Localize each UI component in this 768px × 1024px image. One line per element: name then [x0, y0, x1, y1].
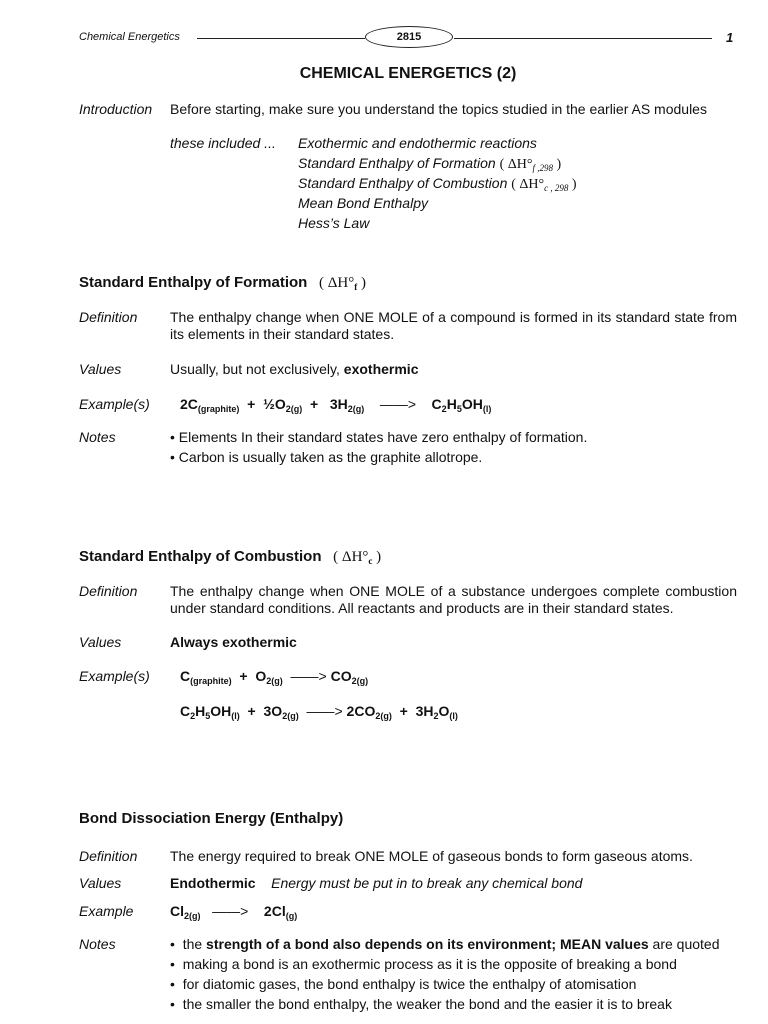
- combustion-heading: Standard Enthalpy of Combustion ( $\Delta H^\circ_c$ ): [79, 548, 382, 566]
- topic-item: Exothermic and endothermic reactions: [298, 135, 537, 151]
- bond-values: Endothermic Energy must be put in to break any chemical bond: [170, 875, 583, 891]
- bond-definition: The energy required to break ONE MOLE of gaseous bonds to form gaseous atoms.: [170, 848, 693, 864]
- page-number: 1: [726, 30, 734, 45]
- header-code: 2815: [396, 31, 422, 43]
- formation-definition-label: Definition: [79, 309, 138, 325]
- bond-equation: $Cl_{2(g)}$ ——> $2Cl_{(g)}$: [170, 903, 298, 921]
- list-item: • for diatomic gases, the bond enthalpy is twice the enthalpy of atomisation: [170, 976, 637, 992]
- bond-notes-label: Notes: [79, 936, 116, 952]
- intro-label: Introduction: [79, 101, 153, 117]
- combustion-equation-2: $C_2H_5OH_{(l)} + 3O_{2(g)}$ ——> $2CO_{2(g)} + 3H_2O_{(l)}$: [180, 703, 458, 721]
- formation-examples-label: Example(s): [79, 396, 150, 412]
- page-title: CHEMICAL ENERGETICS (2): [299, 65, 517, 82]
- header-rule-left: [197, 38, 365, 39]
- topic-item: Mean Bond Enthalpy: [298, 195, 428, 211]
- combustion-definition: The enthalpy change when ONE MOLE of a substance undergoes complete combustion under standard conditions. All reactants and products are in their standard states.: [170, 583, 737, 616]
- intro-text: Before starting, make sure you understand the topics studied in the earlier AS modules: [170, 101, 707, 117]
- formation-definition: The enthalpy change when ONE MOLE of a compound is formed in its standard state from its elements in their standard states.: [170, 309, 737, 342]
- included-label: these included ...: [170, 135, 276, 151]
- header-rule-right: [454, 38, 712, 39]
- topic-item: Standard Enthalpy of Combustion ( $\Delta H^\circ_{c , 298}$ ): [298, 175, 577, 193]
- list-item: • the strength of a bond also depends on its environment; MEAN values are quoted: [170, 936, 720, 952]
- combustion-values-label: Values: [79, 634, 122, 650]
- formation-notes-label: Notes: [79, 429, 116, 445]
- formation-values: Usually, but not exclusively, exothermic: [170, 361, 419, 377]
- combustion-examples-label: Example(s): [79, 668, 150, 684]
- combustion-equation-1: $C_{(graphite)} + O_{2(g)}$ ——> $CO_{2(g)}$: [180, 668, 369, 686]
- topic-item: Standard Enthalpy of Formation ( $\Delta H^\circ_{f ,298}$ ): [298, 155, 562, 173]
- header-left: Chemical Energetics: [79, 31, 180, 43]
- formation-heading: Standard Enthalpy of Formation ( $\Delta H^\circ_f$ ): [79, 274, 366, 292]
- formation-values-label: Values: [79, 361, 122, 377]
- bond-definition-label: Definition: [79, 848, 138, 864]
- list-item: • the smaller the bond enthalpy, the weaker the bond and the easier it is to break: [170, 996, 672, 1012]
- list-item: • making a bond is an exothermic process as it is the opposite of breaking a bond: [170, 956, 677, 972]
- list-item: • Elements In their standard states have zero enthalpy of formation.: [170, 429, 588, 445]
- combustion-definition-label: Definition: [79, 583, 138, 599]
- list-item: • Carbon is usually taken as the graphite allotrope.: [170, 449, 483, 465]
- formation-equation: $2C_{(graphite)}$ + $\frac{1}{2}O_{2(g)} + 3H_{2(g)}$ ——> $C_2H_5OH_{(l)}$: [180, 396, 492, 414]
- bond-values-label: Values: [79, 875, 122, 891]
- combustion-values: Always exothermic: [170, 634, 297, 650]
- bond-example-label: Example: [79, 903, 134, 919]
- header-code-badge: [365, 26, 453, 48]
- bond-heading: Bond Dissociation Energy (Enthalpy): [79, 810, 344, 827]
- topic-item: Hess’s Law: [298, 215, 370, 231]
